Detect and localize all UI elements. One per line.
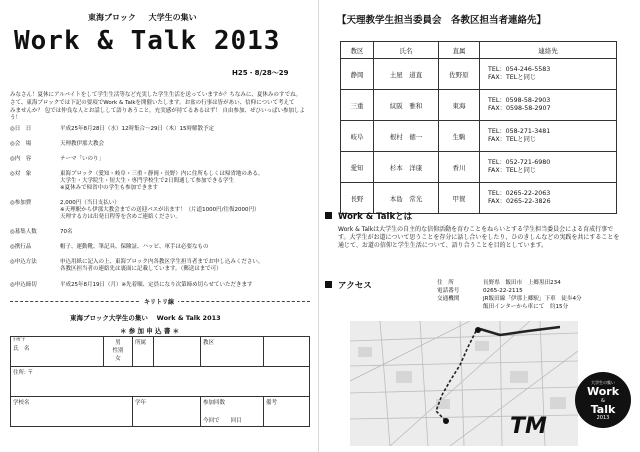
block-name: 東海ブロック — [88, 13, 136, 22]
col-header-diocese: 教区 — [341, 42, 374, 59]
tel-number: TEL：0598-58-2903 — [488, 96, 551, 104]
square-bullet-icon — [325, 212, 332, 219]
info-venue — [10, 141, 310, 151]
info-content — [10, 156, 310, 166]
intro-line: みませんか？ 包では仲良な人とお話しして語りあうこと。充実感が持てるあるはず！ 自由参加、ぜひいっぱい参加しよう！ — [10, 107, 306, 121]
info-apply — [10, 259, 310, 277]
name-cell[interactable] — [11, 337, 104, 367]
contact-cell — [480, 121, 617, 152]
church-input[interactable] — [154, 337, 201, 367]
tel-number: TEL：058-271-3481 — [488, 127, 551, 135]
diocese-label: 教区 — [201, 337, 264, 367]
count-label: 参加回数 — [203, 400, 226, 406]
info-label: ◎申込締切 — [10, 282, 37, 288]
info-value: 東海ブロック（愛知・岐阜・三重・静岡・長野）内に住所もしくは帰省地のある、 — [60, 171, 264, 177]
form-header: 東海ブロック大学生の集い Work & Talk 2013 — [70, 314, 221, 322]
church-label: 所属 — [133, 337, 154, 367]
info-value: 申込用紙に記入の上、東海ブロック内各教区学生担当者までお申し込みください。 — [60, 259, 264, 265]
intro-line: みなさん！夏休にアルバイトをして学生生活等など充実した学生生活を送っていますか？ちなみに、夏休みのすでね。 — [10, 92, 302, 98]
info-value: ※天理駅から伊那大教会までの送迎バスが出ます！（片道1000円/往復2000円） — [60, 207, 260, 214]
badge-talk: Talk — [590, 402, 616, 416]
info-label: ◎内 容 — [10, 156, 32, 162]
count-field[interactable] — [201, 397, 264, 427]
diocese-input[interactable] — [264, 337, 310, 367]
contacts-title: 【天理教学生担当委員会 各教区担当者連絡先】 — [337, 15, 547, 26]
about-title: Work & Talkとは — [338, 212, 413, 222]
about-heading — [325, 210, 412, 222]
info-value: 2,000円（当日支払い） — [60, 200, 120, 206]
access-key: 住 所 — [437, 280, 454, 286]
fax-number: FAX：0265-22-3826 — [488, 198, 551, 205]
info-value: ※夏休みで帰省中の学生も参加できます — [60, 185, 159, 192]
table-row — [341, 59, 617, 90]
tel-number: TEL：0265-22-2063 — [488, 189, 551, 197]
info-label: ◎日 日 — [10, 126, 32, 132]
access-key: 電話番号 — [437, 288, 460, 294]
event-name: 大学生の集い — [148, 13, 197, 22]
name-cell: 土屋 道直 — [374, 59, 439, 90]
info-items — [10, 244, 310, 254]
col-header-name: 氏名 — [374, 42, 439, 59]
count-value: 今回で 回目 — [203, 418, 242, 424]
church-cell: 東海 — [439, 90, 480, 121]
name-cell: 紋阪 雅和 — [374, 90, 439, 121]
contacts-table — [340, 41, 617, 214]
info-value: 天理教伊那大教会 — [60, 141, 105, 147]
info-value: テーマ「いのり」 — [60, 156, 105, 162]
furigana-label: ﾌﾘｶﾞﾅ — [13, 338, 25, 343]
info-label: ◎募集人数 — [10, 229, 37, 235]
info-label: ◎会 場 — [10, 141, 32, 147]
fax-number: FAX：TELと同じ — [488, 136, 537, 143]
female-label: 女 — [115, 356, 121, 362]
address-label: 住所: 〒 — [13, 370, 34, 376]
info-capacity — [10, 229, 310, 239]
event-header — [88, 12, 207, 23]
grade-field[interactable] — [133, 397, 201, 427]
event-date: H25・8/28～29 — [232, 69, 289, 77]
badge-year: 2013 — [596, 415, 610, 422]
cut-label: キリトリ線 — [140, 297, 178, 306]
contact-cell — [480, 59, 617, 90]
badge-amp: & — [601, 397, 605, 404]
tel-number: TEL：052-721-6980 — [488, 158, 551, 166]
access-value: 長野県 飯田市 上郷黒田234 — [483, 280, 561, 286]
info-label: ◎参加費 — [10, 200, 32, 206]
info-value: 帽子、運動靴、筆記具、保険証、ハッピ、軍手は必要なもの — [60, 244, 209, 250]
fax-number: FAX：TELと同じ — [488, 167, 537, 174]
tel-number: TEL：054-246-5583 — [488, 65, 551, 73]
name-label: 氏 名 — [13, 345, 30, 352]
info-value: 天理する方は出発日程等を含めご連絡ください。 — [60, 214, 182, 221]
contact-cell — [480, 90, 617, 121]
fax-number: FAX：TELと同じ — [488, 74, 537, 81]
access-value: JR飯田線「伊那上郷駅」下車 徒歩4分 — [483, 296, 582, 302]
school-label: 学校名 — [13, 400, 30, 406]
info-date — [10, 126, 310, 136]
intro-line: さて、東海ブロックでは下記の要項でWork & Talkを開催いたします。お盆の行事は皆があい、信仰について考えて — [10, 99, 295, 106]
access-info — [323, 280, 618, 312]
info-target — [10, 171, 310, 197]
diocese-cell: 静岡 — [341, 59, 374, 90]
sex-cell[interactable] — [104, 337, 133, 367]
contact-cell — [480, 152, 617, 183]
address-field[interactable] — [11, 367, 310, 397]
access-value: 飯田インターから車にて 約15分 — [483, 304, 569, 310]
name-cell: 杉本 洋康 — [374, 152, 439, 183]
church-cell: 甲賀 — [439, 183, 480, 214]
diocese-cell: 岐阜 — [341, 121, 374, 152]
grade-label: 学年 — [135, 400, 147, 406]
info-label: ◎携行品 — [10, 244, 32, 250]
intro-text — [10, 92, 310, 123]
info-fee — [10, 200, 310, 226]
table-row — [341, 121, 617, 152]
remarks-field[interactable] — [264, 397, 310, 427]
fax-number: FAX：0598-58-2907 — [488, 105, 551, 112]
church-cell: 生駒 — [439, 121, 480, 152]
name-cell: 根村 徳一 — [374, 121, 439, 152]
col-header-contact: 連絡先 — [480, 42, 617, 59]
info-deadline — [10, 282, 310, 292]
school-field[interactable] — [11, 397, 133, 427]
tm-logo: TM — [510, 414, 547, 439]
diocese-cell: 三重 — [341, 90, 374, 121]
info-value: 平成25年8月19日（月）※先着順、定員になり次第締め切らせていただきます — [60, 282, 253, 288]
page-fold — [318, 0, 319, 452]
diocese-cell: 愛知 — [341, 152, 374, 183]
diocese-cell: 長野 — [341, 183, 374, 214]
event-logo-badge — [575, 372, 631, 428]
col-header-church: 直属 — [439, 42, 480, 59]
info-value: 平成25年8月28日（水）12時集合～29日（木）15時解散予定 — [60, 126, 214, 132]
form-title: ＊ 参 加 申 込 書 ＊ — [120, 327, 180, 335]
table-row — [341, 90, 617, 121]
info-label: ◎対 象 — [10, 171, 32, 177]
event-title: Work & Talk 2013 — [14, 26, 281, 56]
access-value: 0265-22-2115 — [483, 288, 523, 294]
table-row — [341, 152, 617, 183]
access-title: アクセス — [338, 281, 372, 291]
male-label: 男 — [115, 340, 121, 346]
info-value: 大学生・大学院生・短大生・専門学校生で2日間通して参加できる学生 — [60, 178, 235, 185]
badge-work: Work — [586, 385, 620, 398]
name-cell: 本島 常光 — [374, 183, 439, 214]
table-row — [341, 183, 617, 214]
info-value: 各教区担当者の連絡先は裏面に記載しています。（郵送はまで可） — [60, 266, 222, 273]
access-key: 交通機関 — [437, 296, 460, 302]
contact-cell — [480, 183, 617, 214]
info-label: ◎申込方法 — [10, 259, 37, 265]
remarks-label: 備考 — [266, 400, 278, 406]
sex-label: 性別 — [112, 348, 124, 354]
church-cell: 佐野原 — [439, 59, 480, 90]
application-form — [10, 336, 310, 427]
church-cell: 香川 — [439, 152, 480, 183]
info-value: 70名 — [60, 229, 73, 235]
badge-top: 大学生の集い — [591, 380, 615, 385]
about-body: Work & Talkは大学生の自主的な信仰活動を育むことをねらいとする学生担当委員会による育成行事です。大学生がお道について思うことを存分に話し合いをしたり、ひのきしんなどの実践を共にすることを通じて、お道の信仰と学生生活について、語り合うことを目的としています。 — [338, 226, 620, 250]
